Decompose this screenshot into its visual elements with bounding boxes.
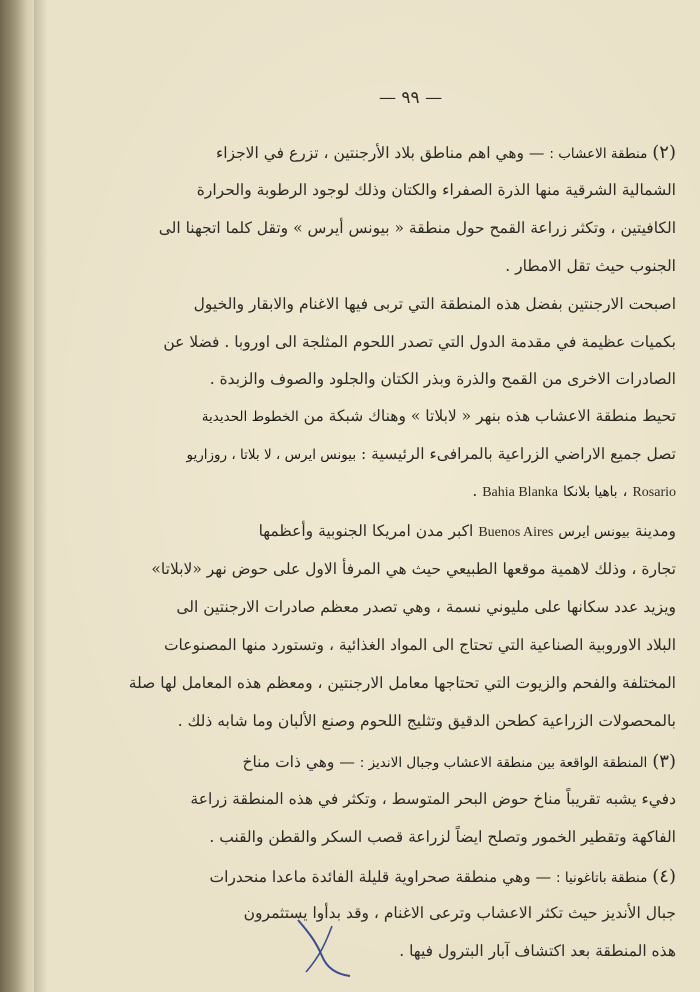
latin-term: Buenos Aires (478, 525, 554, 540)
line-text: — وهي ذات مناخ (242, 753, 355, 771)
text-line-3: الكافيتين ، وتكثر زراعة القمح حول منطقة « بيونس أيرس » وتقل كلما اتجهنا الى (158, 219, 676, 237)
text-line-12: تجارة ، وذلك لاهمية موقعها الطبيعي حيث هي المرفأ الاول على حوض نهر «لابلاتا» (151, 560, 676, 578)
text-line-1 (216, 142, 676, 163)
text-line-18: دفيء يشبه تقريباً مناخ حوض البحر المتوسط ، وتكثر في هذه المنطقة زراعة (190, 790, 676, 808)
text-line-6: بكميات عظيمة في مقدمة الدول التي تصدر اللحوم المثلجة الى اوروبا . فضلا عن (163, 333, 676, 351)
handwritten-note: بيونس ايرس (558, 524, 630, 540)
section-number: (٣) (652, 751, 676, 772)
line-text: — وهي منطقة صحراوية قليلة الفائدة ماعدا منحدرات (209, 868, 552, 886)
text-line-16: بالمحصولات الزراعية كطحن الدقيق وتثليج اللحوم وصنع الألبان وما شابه ذلك . (177, 712, 676, 730)
line-text: اكبر مدن امريكا الجنوبية وأعظمها (258, 522, 474, 540)
text-line-21: جبال الأنديز حيث تكثر الاعشاب وترعى الاغنام ، وقد بدأوا يستثمرون (243, 904, 676, 922)
text-line-13: ويزيد عدد سكانها على مليوني نسمة ، وهي تصدر معظم صادرات الارجنتين الى (176, 598, 676, 616)
handwritten-note: بيونس ايرس ، لا بلاتا ، روزاريو (186, 447, 357, 463)
pen-mark (292, 912, 362, 982)
line-text: تحيط منطقة الاعشاب هذه بنهر « لابلاتا » وهناك شبكة من (303, 407, 676, 425)
handwritten-heading: المنطقة الواقعة بين منطقة الاعشاب وجبال الانديز : (359, 755, 648, 771)
line-text: . (472, 482, 478, 500)
section-number: (٢) (652, 142, 676, 163)
text-line-15: المختلفة والفحم والزيوت التي تحتاجها معامل الارجنتين ، ومعظم هذه المعامل لها صلة (128, 674, 676, 692)
line-text: تصل جميع الاراضي الزراعية بالمرافىء الرئيسية : (361, 445, 676, 463)
text-line-19: الفاكهة وتقطير الخمور وتصلح ايضاً لزراعة قصب السكر والقطن والقنب . (209, 828, 676, 846)
handwritten-heading: منطقة الاعشاب : (549, 146, 648, 162)
latin-term: Rosario (632, 485, 676, 500)
text-line-10 (472, 482, 676, 501)
text-line-4: الجنوب حيث تقل الامطار . (505, 257, 676, 275)
latin-term: Bahia Blanka (482, 485, 558, 500)
text-line-2: الشمالية الشرقية منها الذرة الصفراء والكتان وذلك لوجود الرطوبة والحرارة (196, 181, 676, 199)
handwritten-note: الخطوط الحديدية (201, 409, 299, 425)
text-line-9 (186, 445, 676, 463)
handwritten-note: باهيا بلانكا (562, 484, 618, 500)
line-text: ، (622, 482, 628, 500)
line-text: — وهي اهم مناطق بلاد الأرجنتين ، تزرع في الاجزاء (215, 144, 545, 162)
text-line-8 (202, 407, 676, 425)
handwritten-heading: منطقة باتاغونيا : (556, 870, 648, 886)
text-line-7: الصادرات الاخرى من القمح والذرة وبذر الكتان والجلود والصوف والزبدة . (209, 370, 676, 388)
book-page-edge (0, 0, 36, 992)
line-text: ومدينة (634, 522, 676, 540)
text-line-11 (259, 522, 676, 541)
text-line-5: اصبحت الارجنتين بفضل هذه المنطقة التي تربى فيها الاغنام والابقار والخيول (193, 295, 676, 313)
book-page (34, 0, 700, 992)
page-number: — ٩٩ — (379, 88, 443, 108)
text-line-20 (210, 866, 677, 887)
text-line-22: هذه المنطقة بعد اكتشاف آبار البترول فيها . (399, 942, 676, 960)
section-number: (٤) (652, 866, 676, 887)
text-line-17 (242, 751, 676, 772)
text-line-14: البلاد الاوروبية الصناعية التي تحتاج الى المواد الغذائية ، وتستورد منها المصنوعات (163, 636, 676, 654)
